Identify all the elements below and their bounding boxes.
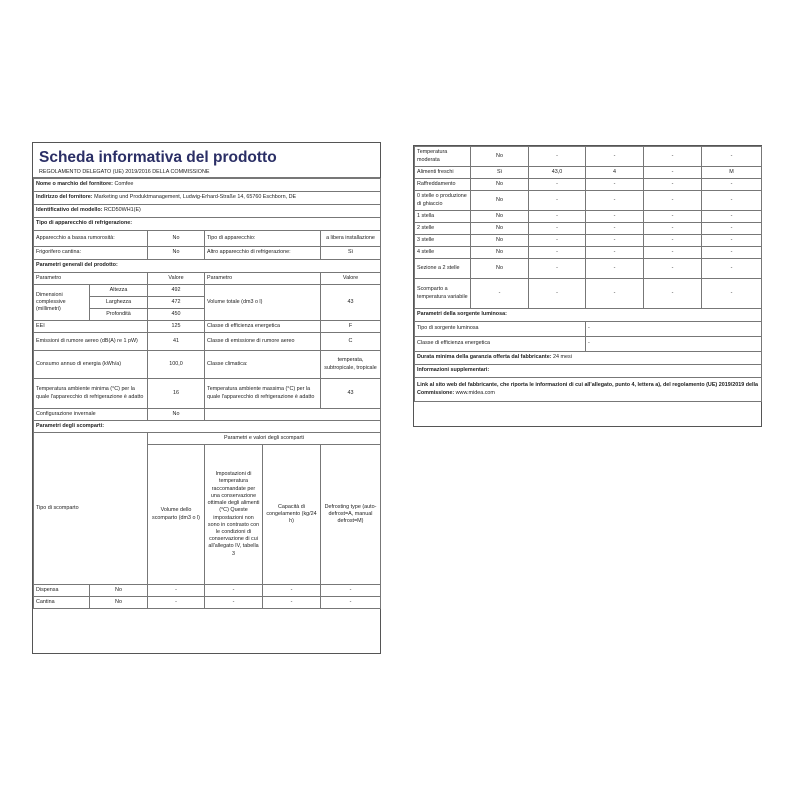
noise-emission-value: 41 bbox=[148, 333, 205, 351]
wine-cooler-value: No bbox=[148, 247, 205, 260]
compartment-name: 2 stelle bbox=[415, 223, 471, 235]
model-id-row bbox=[34, 205, 381, 218]
additional-info-label: Informazioni supplementari: bbox=[415, 365, 762, 378]
general-params-heading: Parametri generali del prodotto: bbox=[34, 260, 381, 273]
compartment-temp: - bbox=[586, 223, 644, 235]
compartment-volume: - bbox=[148, 585, 205, 597]
compartment-freezing: - bbox=[644, 167, 702, 179]
compartment-present: No bbox=[471, 235, 529, 247]
compartment-defrost: - bbox=[321, 585, 381, 597]
compartment-freezing: - bbox=[644, 211, 702, 223]
eei-value: 125 bbox=[148, 321, 205, 333]
col-param-header-2: Parametro bbox=[205, 273, 321, 285]
light-type-label: Tipo di sorgente luminosa bbox=[415, 322, 586, 337]
compartment-temp: - bbox=[586, 179, 644, 191]
table-row bbox=[415, 147, 762, 167]
compartment-temp: - bbox=[586, 147, 644, 167]
compartment-present: - bbox=[471, 279, 529, 309]
compartment-name: Cantina bbox=[34, 597, 90, 609]
low-noise-label: Apparecchio a bassa rumorosità: bbox=[34, 231, 148, 247]
compartment-defrost: - bbox=[702, 147, 762, 167]
compartment-volume: - bbox=[529, 223, 586, 235]
supplier-name-value: Comfee bbox=[114, 181, 134, 188]
max-temp-label: Temperatura ambiente massima (°C) per la quale l'apparecchio di refrigerazione è adatto bbox=[205, 379, 321, 409]
appliance-type-label: Tipo di apparecchio: bbox=[205, 231, 321, 247]
compartment-volume: - bbox=[529, 147, 586, 167]
annual-energy-label: Consumo annuo di energia (kWh/a) bbox=[34, 351, 148, 379]
compartment-defrost: - bbox=[702, 235, 762, 247]
table-row bbox=[415, 167, 762, 179]
compartment-volume: 43,0 bbox=[529, 167, 586, 179]
max-temp-value: 43 bbox=[321, 379, 381, 409]
compartment-volume: - bbox=[529, 191, 586, 211]
min-temp-value: 16 bbox=[148, 379, 205, 409]
col-defrost-header: Defrosting type (auto-defrost=A, manual defrost=M) bbox=[321, 445, 381, 585]
height-value: 492 bbox=[148, 285, 205, 297]
compartment-present: No bbox=[471, 223, 529, 235]
product-info-table bbox=[33, 178, 381, 609]
col-freezing-header: Capacità di congelamento (kg/24 h) bbox=[263, 445, 321, 585]
col-value-header-2: Valore bbox=[321, 273, 381, 285]
compartment-temp: - bbox=[205, 585, 263, 597]
compartments-table-continued bbox=[414, 146, 762, 402]
appliance-type-heading: Tipo di apparecchio di refrigerazione: bbox=[34, 218, 381, 231]
table-row bbox=[415, 279, 762, 309]
compartment-present: No bbox=[471, 259, 529, 279]
compartment-name: 1 stella bbox=[415, 211, 471, 223]
appliance-type-value: a libera installazione bbox=[321, 231, 381, 247]
compartment-volume: - bbox=[529, 247, 586, 259]
table-row bbox=[415, 211, 762, 223]
compartment-name: Alimenti freschi bbox=[415, 167, 471, 179]
compartment-defrost: - bbox=[702, 211, 762, 223]
total-volume-label: Volume totale (dm3 o l) bbox=[205, 285, 321, 321]
light-class-label: Classe di efficienza energetica bbox=[415, 337, 586, 352]
compartment-volume: - bbox=[148, 597, 205, 609]
light-params-heading: Parametri della sorgente luminosa: bbox=[415, 309, 762, 322]
supplier-address-row bbox=[34, 192, 381, 205]
compartment-present: No bbox=[90, 597, 148, 609]
table-row bbox=[415, 235, 762, 247]
compartment-freezing: - bbox=[644, 247, 702, 259]
energy-class-label: Classe di efficienza energetica bbox=[205, 321, 321, 333]
compartment-defrost: - bbox=[702, 223, 762, 235]
compartment-freezing: - bbox=[644, 223, 702, 235]
noise-class-value: C bbox=[321, 333, 381, 351]
page-title: Scheda informativa del prodotto bbox=[39, 149, 277, 166]
supplier-address-label: Indirizzo del fornitore: bbox=[36, 194, 93, 201]
light-class-value: - bbox=[586, 337, 762, 352]
compartment-present: Sì bbox=[471, 167, 529, 179]
compartment-defrost: - bbox=[702, 179, 762, 191]
compartment-present: No bbox=[471, 179, 529, 191]
winter-setting-label: Configurazione invernale bbox=[34, 409, 148, 421]
noise-emission-label: Emissioni di rumore aereo (dB(A) re 1 pW) bbox=[34, 333, 148, 351]
compartment-defrost: M bbox=[702, 167, 762, 179]
compartment-type-label: Tipo di scomparto bbox=[34, 433, 148, 585]
compartment-freezing: - bbox=[644, 191, 702, 211]
compartment-freezing: - bbox=[644, 279, 702, 309]
table-row bbox=[34, 597, 381, 609]
compartment-present: No bbox=[471, 247, 529, 259]
compartment-present: No bbox=[471, 211, 529, 223]
min-temp-label: Temperatura ambiente minima (°C) per la quale l'apparecchio di refrigerazione è adatto bbox=[34, 379, 148, 409]
compartment-temp: - bbox=[586, 279, 644, 309]
regulation-subtitle: REGOLAMENTO DELEGATO (UE) 2019/2016 DELLA COMMISSIONE bbox=[33, 167, 380, 178]
col-temp-setting-header: Impostazioni di temperatura raccomandate per una conservazione ottimale degli alimenti (°C) Queste impostazioni non sono in contrasto con le condizioni di conservazione di cui all'allegato IV, tabella 3 bbox=[205, 445, 263, 585]
compartment-params-label: Parametri e valori degli scomparti bbox=[148, 433, 381, 445]
manufacturer-link-label: Link al sito web del fabbricante, che riporta le informazioni di cui all'allegato, punto 4, lettera a), del regolamento (UE) 2019/2019 della Commissione: bbox=[417, 382, 758, 396]
table-row bbox=[415, 247, 762, 259]
dimensions-label: Dimensioni complessive (millimetri) bbox=[34, 285, 90, 321]
compartment-present: No bbox=[471, 147, 529, 167]
table-row bbox=[415, 191, 762, 211]
compartment-volume: - bbox=[529, 259, 586, 279]
compartment-volume: - bbox=[529, 235, 586, 247]
compartment-freezing: - bbox=[644, 179, 702, 191]
compartment-freezing: - bbox=[263, 597, 321, 609]
annual-energy-value: 100,0 bbox=[148, 351, 205, 379]
table-row bbox=[34, 585, 381, 597]
energy-class-value: F bbox=[321, 321, 381, 333]
width-value: 472 bbox=[148, 297, 205, 309]
model-id-label: Identificativo del modello: bbox=[36, 207, 103, 214]
low-noise-value: No bbox=[148, 231, 205, 247]
supplier-name-row bbox=[34, 179, 381, 192]
compartment-defrost: - bbox=[702, 247, 762, 259]
compartment-name: 4 stelle bbox=[415, 247, 471, 259]
warranty-label: Durata minima della garanzia offerta dal fabbricante: bbox=[417, 354, 552, 361]
compartment-temp: 4 bbox=[586, 167, 644, 179]
col-value-header: Valore bbox=[148, 273, 205, 285]
compartment-temp: - bbox=[586, 259, 644, 279]
compartment-volume: - bbox=[529, 179, 586, 191]
compartment-defrost: - bbox=[702, 191, 762, 211]
compartment-freezing: - bbox=[644, 259, 702, 279]
col-volume-header: Volume dello scomparto (dm3 o l) bbox=[148, 445, 205, 585]
warranty-value: 24 mesi bbox=[553, 354, 572, 361]
other-appliance-value: Sì bbox=[321, 247, 381, 260]
compartment-name: Sezione a 2 stelle bbox=[415, 259, 471, 279]
compartment-name: 0 stelle o produzione di ghiaccio bbox=[415, 191, 471, 211]
compartment-temp: - bbox=[586, 191, 644, 211]
compartment-temp: - bbox=[205, 597, 263, 609]
compartment-defrost: - bbox=[702, 279, 762, 309]
winter-setting-value: No bbox=[148, 409, 205, 421]
compartment-name: Temperatura moderata bbox=[415, 147, 471, 167]
model-id-value: RCD50WH1(E) bbox=[104, 207, 141, 214]
compartment-name: Raffreddamento bbox=[415, 179, 471, 191]
table-row bbox=[415, 179, 762, 191]
manufacturer-link[interactable]: www.midea.com bbox=[455, 389, 495, 396]
product-sheet-right bbox=[413, 145, 762, 427]
compartment-name: 3 stelle bbox=[415, 235, 471, 247]
depth-value: 450 bbox=[148, 309, 205, 321]
wine-cooler-label: Frigorifero cantina: bbox=[34, 247, 148, 260]
compartment-present: No bbox=[90, 585, 148, 597]
climate-class-value: temperata, subtropicale, tropicale bbox=[321, 351, 381, 379]
table-row bbox=[415, 259, 762, 279]
eei-label: EEI bbox=[34, 321, 148, 333]
noise-class-label: Classe di emissione di rumore aereo bbox=[205, 333, 321, 351]
supplier-name-label: Nome o marchio del fornitore: bbox=[36, 181, 113, 188]
empty-cell bbox=[205, 409, 381, 421]
compartment-defrost: - bbox=[702, 259, 762, 279]
width-label: Larghezza bbox=[90, 297, 148, 309]
depth-label: Profondità bbox=[90, 309, 148, 321]
compartments-heading: Parametri degli scomparti: bbox=[34, 421, 381, 433]
compartment-temp: - bbox=[586, 235, 644, 247]
compartment-freezing: - bbox=[263, 585, 321, 597]
compartment-present: No bbox=[471, 191, 529, 211]
climate-class-label: Classe climatica: bbox=[205, 351, 321, 379]
compartment-name: Scomparto a temperatura variabile bbox=[415, 279, 471, 309]
compartment-name: Dispensa bbox=[34, 585, 90, 597]
compartment-temp: - bbox=[586, 247, 644, 259]
compartment-volume: - bbox=[529, 211, 586, 223]
compartment-freezing: - bbox=[644, 147, 702, 167]
light-type-value: - bbox=[586, 322, 762, 337]
compartment-temp: - bbox=[586, 211, 644, 223]
compartment-defrost: - bbox=[321, 597, 381, 609]
other-appliance-label: Altro apparecchio di refrigerazione: bbox=[205, 247, 321, 260]
compartment-volume: - bbox=[529, 279, 586, 309]
compartment-freezing: - bbox=[644, 235, 702, 247]
warranty-row bbox=[415, 352, 762, 365]
total-volume-value: 43 bbox=[321, 285, 381, 321]
supplier-address-value: Marketing und Produktmanagement, Ludwig-Erhard-Straße 14, 65760 Eschborn, DE bbox=[94, 194, 297, 201]
manufacturer-link-row bbox=[415, 378, 762, 402]
height-label: Altezza bbox=[90, 285, 148, 297]
col-param-header: Parametro bbox=[34, 273, 148, 285]
product-sheet-left bbox=[32, 142, 381, 654]
table-row bbox=[415, 223, 762, 235]
